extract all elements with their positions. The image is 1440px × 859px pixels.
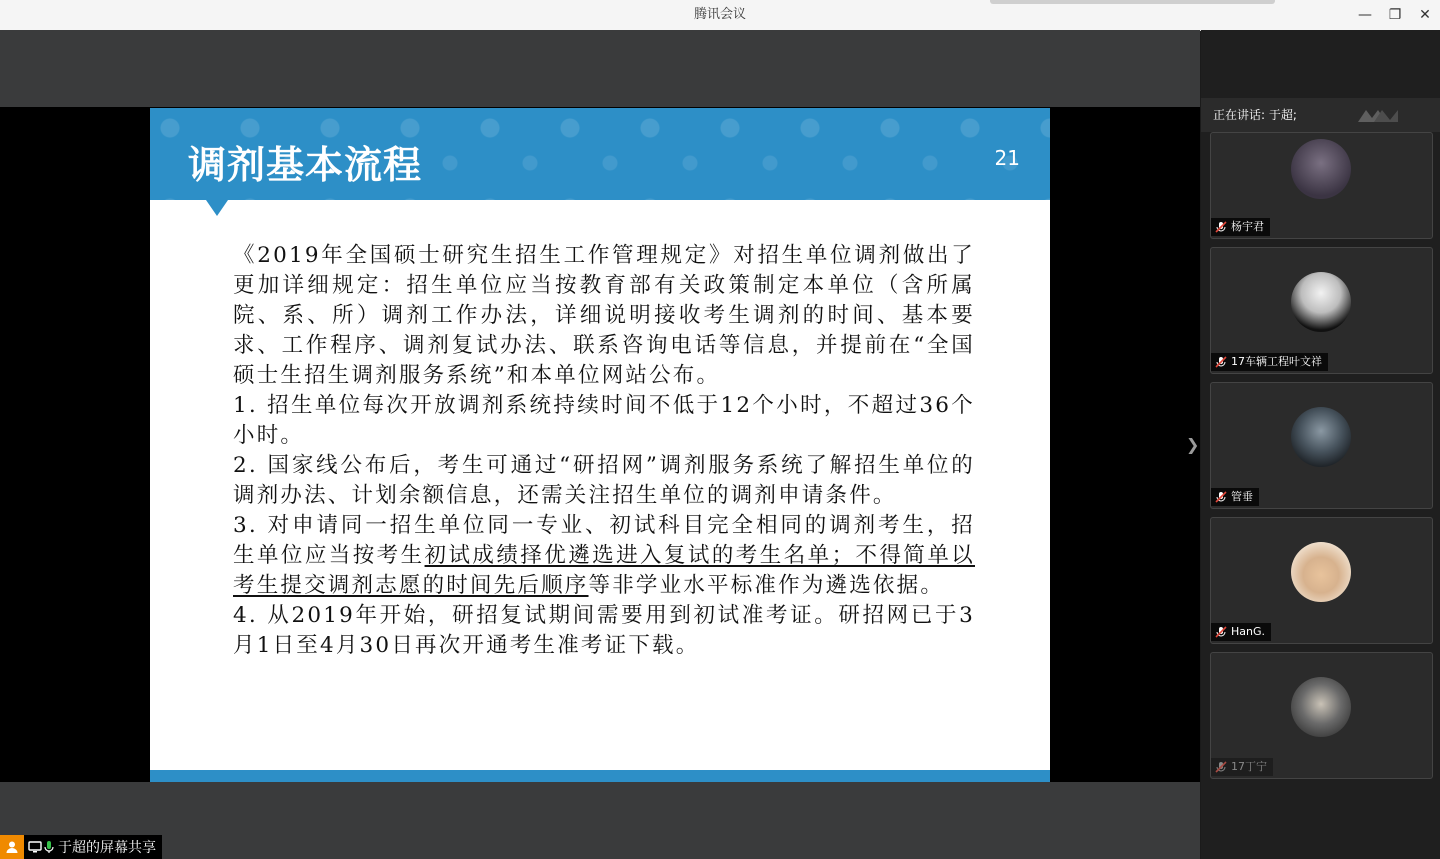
participant-name: 杨宇君: [1231, 220, 1264, 233]
slide-paragraph-intro: 《2019年全国硕士研究生招生工作管理规定》对招生单位调剂做出了更加详细规定：招生单位应当按教育部有关政策制定本单位（含所属院、系、所）调剂工作办法，详细说明接收考生调剂的时间、基本要求、工作程序、调剂复试办法、联系咨询电话等信息，并提前在“全国硕士生招生调剂服务系统”和本单位网站公布。: [233, 243, 975, 388]
mic-muted-icon: [1215, 356, 1227, 368]
tencent-meeting-logo-icon: [1356, 106, 1400, 124]
minimize-button[interactable]: —: [1358, 7, 1372, 23]
presenter-person-icon: [0, 835, 24, 859]
slide-body: [233, 241, 975, 661]
participant-name-tag: [1211, 758, 1273, 776]
slide-title: 调剂基本流程: [188, 143, 423, 187]
participant-name-tag: [1211, 218, 1270, 236]
presentation-slide: [150, 108, 1050, 782]
window-titlebar: [0, 0, 1440, 31]
p3-underlined-text: 初试成绩择优遴选进入复试的考生名单；不得简单以考生提交调剂志愿的时间先后顺序: [233, 543, 975, 598]
participant-name-tag: [1211, 623, 1271, 641]
participant-tile[interactable]: [1210, 247, 1433, 374]
avatar: [1291, 272, 1351, 332]
avatar: [1291, 677, 1351, 737]
participant-name: 17丁宁: [1231, 760, 1267, 773]
p3-text: 3. 对申请同一招生单位同一专业、初试科目完全相同的调剂考生，招生单位应当按考生: [233, 513, 975, 568]
speaking-label: 正在讲话: 于超;: [1213, 108, 1297, 122]
slide-page-number: 21: [994, 146, 1020, 170]
slide-paragraph-3: [233, 511, 975, 601]
participant-panel: [1201, 30, 1440, 859]
slide-paragraph-2: 2. 国家线公布后，考生可通过“研招网”调剂服务系统了解招生单位的调剂办法、计划余额信息，还需关注招生单位的调剂申请条件。: [233, 453, 975, 508]
mic-muted-icon: [1215, 761, 1227, 773]
participant-name: HanG.: [1231, 625, 1266, 638]
screen-share-indicator[interactable]: [0, 835, 162, 859]
share-label: 于超的屏幕共享: [58, 840, 156, 856]
mic-muted-icon: [1215, 626, 1227, 638]
participant-tile[interactable]: [1210, 382, 1433, 509]
banner-notch: [206, 200, 228, 216]
participant-tile[interactable]: [1210, 132, 1433, 239]
restore-button[interactable]: ❐: [1388, 7, 1402, 23]
slide-footer-bar: [150, 770, 1050, 782]
microphone-icon: [44, 840, 54, 854]
avatar: [1291, 542, 1351, 602]
avatar: [1291, 139, 1351, 199]
participant-tile[interactable]: [1210, 652, 1433, 779]
speaking-indicator: [1201, 98, 1440, 132]
close-button[interactable]: ✕: [1419, 7, 1431, 23]
participant-name: 17车辆工程叶文祥: [1231, 355, 1322, 368]
participant-name: 管垂: [1231, 490, 1253, 503]
collapse-panel-chevron-icon[interactable]: ❯: [1186, 435, 1200, 454]
window-title: 腾讯会议: [693, 7, 746, 22]
screen-share-stage: [0, 30, 1200, 859]
participant-name-tag: [1211, 353, 1328, 371]
participant-name-tag: [1211, 488, 1259, 506]
slide-paragraph-1: 1. 招生单位每次开放调剂系统持续时间不低于12个小时，不超过36个小时。: [233, 393, 975, 448]
mic-muted-icon: [1215, 491, 1227, 503]
p3-text-end: 等非学业水平标准作为遴选依据。: [588, 573, 945, 598]
mic-muted-icon: [1215, 221, 1227, 233]
screen-share-icon: [28, 841, 42, 853]
avatar: [1291, 407, 1351, 467]
slide-paragraph-4: 4. 从2019年开始，研招复试期间需要用到初试准考证。研招网已于3月1日至4月30日再次开通考生准考证下载。: [233, 603, 975, 658]
participant-tile[interactable]: [1210, 517, 1433, 644]
